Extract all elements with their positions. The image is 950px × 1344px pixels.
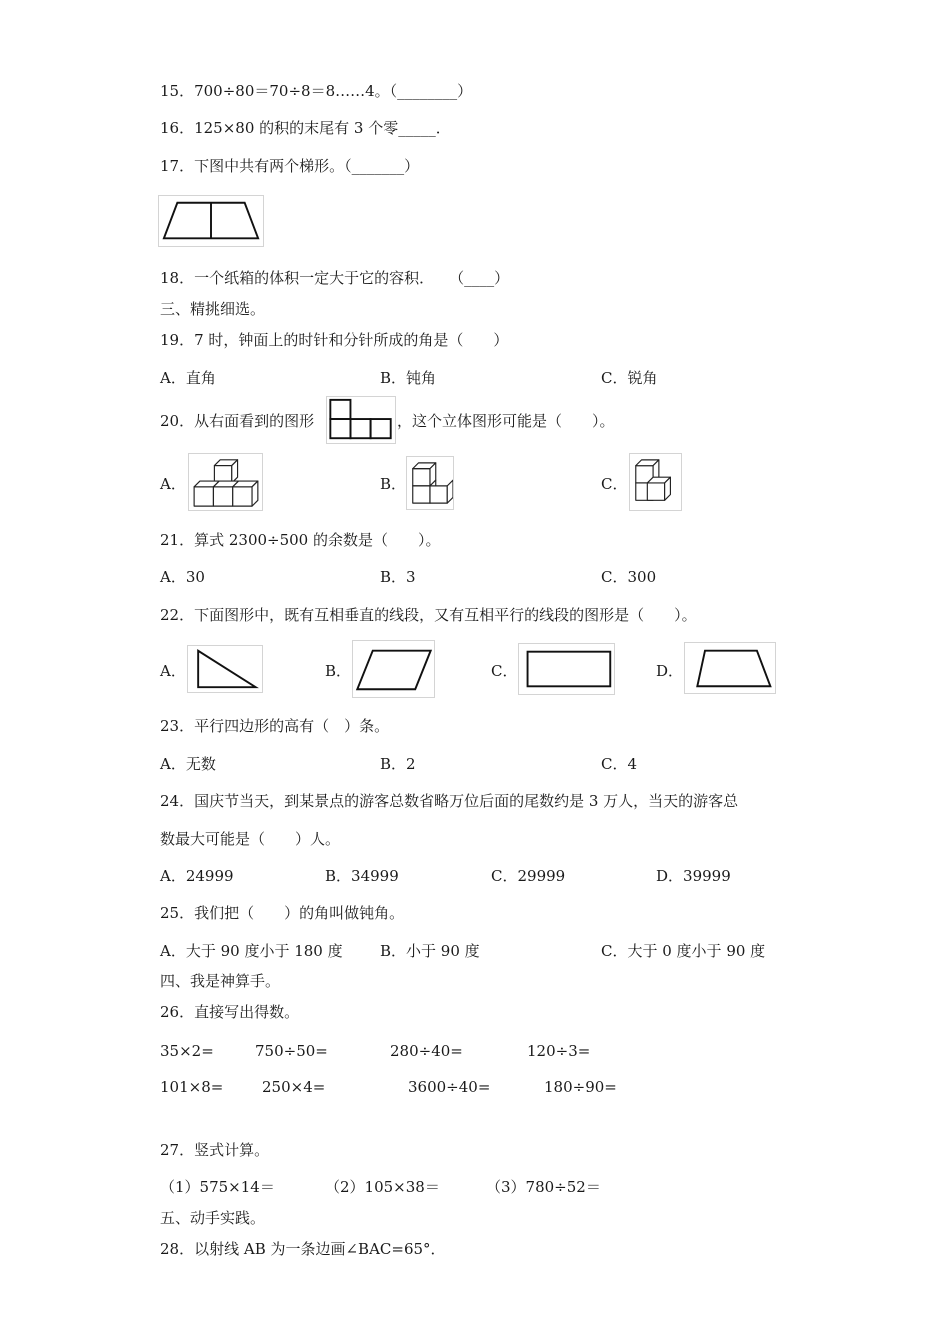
calc-item: 3600÷40= — [408, 1078, 491, 1096]
q24-option-d: D．39999 — [656, 867, 731, 885]
q22-rectangle — [518, 643, 615, 695]
q20-option-b: B． — [380, 475, 407, 493]
q25-option-a: A．大于 90 度小于 180 度 — [160, 942, 343, 960]
q19-option-b: B．钝角 — [380, 369, 437, 387]
q22-option-c: C． — [491, 662, 518, 680]
q19-option-c: C．锐角 — [601, 369, 658, 387]
calc-item: 35×2= — [160, 1042, 214, 1060]
q21-option-a: A．30 — [160, 568, 205, 586]
section-3-heading: 三、精挑细选。 — [160, 300, 266, 318]
q22-right-triangle — [187, 645, 263, 693]
q21-option-c: C．300 — [601, 568, 657, 586]
vertical-calc-3: （3）780÷52＝ — [486, 1178, 601, 1196]
calc-item: 180÷90= — [544, 1078, 617, 1096]
question-18: 18．一个纸箱的体积一定大于它的容积． （____） — [160, 269, 510, 287]
q21-option-b: B．3 — [380, 568, 416, 586]
question-16: 16．125×80 的积的末尾有 3 个零_____． — [160, 119, 451, 137]
vertical-calc-1: （1）575×14＝ — [160, 1178, 275, 1196]
calc-item: 101×8= — [160, 1078, 224, 1096]
q22-trapezoid — [684, 642, 776, 694]
vertical-calc-2: （2）105×38＝ — [325, 1178, 440, 1196]
q22-option-a: A． — [160, 662, 186, 680]
q24-option-b: B．34999 — [325, 867, 399, 885]
section-4-heading: 四、我是神算手。 — [160, 972, 281, 990]
q23-option-a: A．无数 — [160, 755, 216, 773]
q22-option-b: B． — [325, 662, 352, 680]
question-21: 21．算式 2300÷500 的余数是（ ）。 — [160, 531, 441, 549]
q24-option-c: C．29999 — [491, 867, 566, 885]
right-view-figure — [326, 396, 396, 444]
calc-item: 750÷50= — [255, 1042, 328, 1060]
q20-option-b-cubes — [406, 456, 454, 510]
q22-option-d: D． — [656, 662, 684, 680]
question-15: 15．700÷80＝70÷8＝8……4。（________） — [160, 82, 473, 100]
question-24-line1: 24．国庆节当天，到某景点的游客总数省略万位后面的尾数约是 3 万人，当天的游客总 — [160, 792, 739, 810]
q20-option-a-cubes — [188, 453, 263, 511]
question-17: 17．下图中共有两个梯形。（_______） — [160, 157, 420, 175]
q22-parallelogram — [352, 640, 435, 698]
q24-option-a: A．24999 — [160, 867, 234, 885]
section-5-heading: 五、动手实践。 — [160, 1209, 266, 1227]
question-28: 28．以射线 AB 为一条边画∠BAC=65°． — [160, 1240, 446, 1258]
question-20-part2: ，这个立体图形可能是（ ）。 — [397, 412, 615, 430]
q20-option-c-cubes — [629, 453, 682, 511]
question-22: 22．下面图形中，既有互相垂直的线段，又有互相平行的线段的图形是（ ）。 — [160, 606, 697, 624]
q25-option-b: B．小于 90 度 — [380, 942, 480, 960]
q25-option-c: C．大于 0 度小于 90 度 — [601, 942, 766, 960]
q20-option-a: A． — [160, 475, 186, 493]
question-27: 27．竖式计算。 — [160, 1141, 270, 1159]
question-24-line2: 数最大可能是（ ）人。 — [160, 830, 341, 848]
q20-option-c: C． — [601, 475, 628, 493]
q23-option-b: B．2 — [380, 755, 416, 773]
calc-item: 120÷3= — [527, 1042, 591, 1060]
question-19: 19．7 时，钟面上的时针和分针所成的角是（ ） — [160, 331, 509, 349]
calc-item: 250×4= — [262, 1078, 326, 1096]
question-25: 25．我们把（ ）的角叫做钝角。 — [160, 904, 405, 922]
question-23: 23．平行四边形的高有（ ）条。 — [160, 717, 390, 735]
question-26: 26．直接写出得数。 — [160, 1003, 300, 1021]
two-trapezoids-figure — [158, 195, 264, 247]
question-20-part1: 20．从右面看到的图形 — [160, 412, 315, 430]
q23-option-c: C．4 — [601, 755, 638, 773]
calc-item: 280÷40= — [390, 1042, 463, 1060]
q19-option-a: A．直角 — [160, 369, 216, 387]
